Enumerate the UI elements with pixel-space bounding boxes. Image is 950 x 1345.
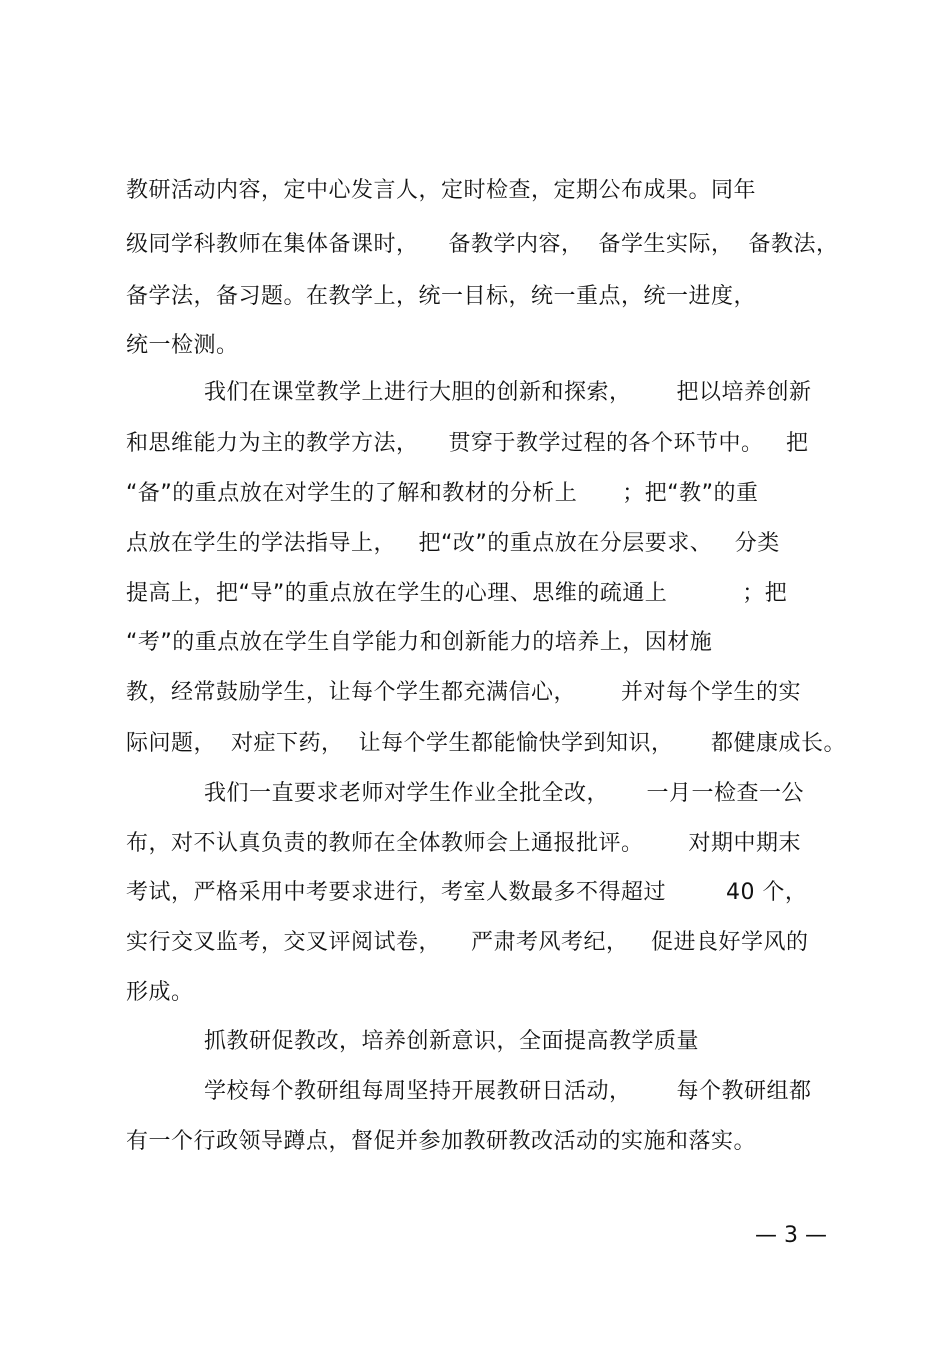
text-line: 教，经常鼓励学生，让每个学生都充满信心， 并对每个学生的实 (126, 680, 801, 705)
text-line: 统一检测。 (126, 333, 239, 358)
paragraph-start: 我们在课堂教学上进行大胆的创新和探索， 把以培养创新 (204, 380, 812, 405)
text-line: 考试，严格采用中考要求进行，考室人数最多不得超过 40 个， (126, 880, 808, 905)
text-line: “备”的重点放在对学生的了解和教材的分析上 ；把“教”的重 (126, 481, 759, 506)
text-line: “考”的重点放在学生自学能力和创新能力的培养上，因材施 (126, 630, 713, 655)
text-line: 和思维能力为主的教学方法， 贯穿于教学过程的各个环节中。 把 (126, 431, 809, 456)
text-line: 实行交叉监考，交叉评阅试卷， 严肃考风考纪， 促进良好学风的 (126, 930, 809, 955)
text-line: 教研活动内容，定中心发言人，定时检查，定期公布成果。同年 (126, 178, 757, 203)
text-line: 级同学科教师在集体备课时， 备教学内容， 备学生实际， 备教法， (126, 232, 839, 257)
text-line: 际问题， 对症下药， 让每个学生都能愉快学到知识， 都健康成长。 (126, 731, 846, 756)
page-number: — 3 — (755, 1223, 827, 1248)
paragraph-start: 我们一直要求老师对学生作业全批全改， 一月一检查一公 (204, 781, 804, 806)
text-line: 提高上，把“导”的重点放在学生的心理、思维的疏通上 ；把 (126, 581, 788, 606)
text-line: 点放在学生的学法指导上， 把“改”的重点放在分层要求、 分类 (126, 531, 780, 556)
text-line: 形成。 (126, 980, 194, 1005)
text-line: 布，对不认真负责的教师在全体教师会上通报批评。 对期中期末 (126, 831, 801, 856)
text-line: 备学法，备习题。在教学上，统一目标，统一重点，统一进度， (126, 284, 757, 309)
text-line: 有一个行政领导蹲点，督促并参加教研教改活动的实施和落实。 (126, 1129, 757, 1154)
section-heading: 抓教研促教改，培养创新意识，全面提高教学质量 (204, 1029, 700, 1054)
paragraph-start: 学校每个教研组每周坚持开展教研日活动， 每个教研组都 (204, 1079, 812, 1104)
